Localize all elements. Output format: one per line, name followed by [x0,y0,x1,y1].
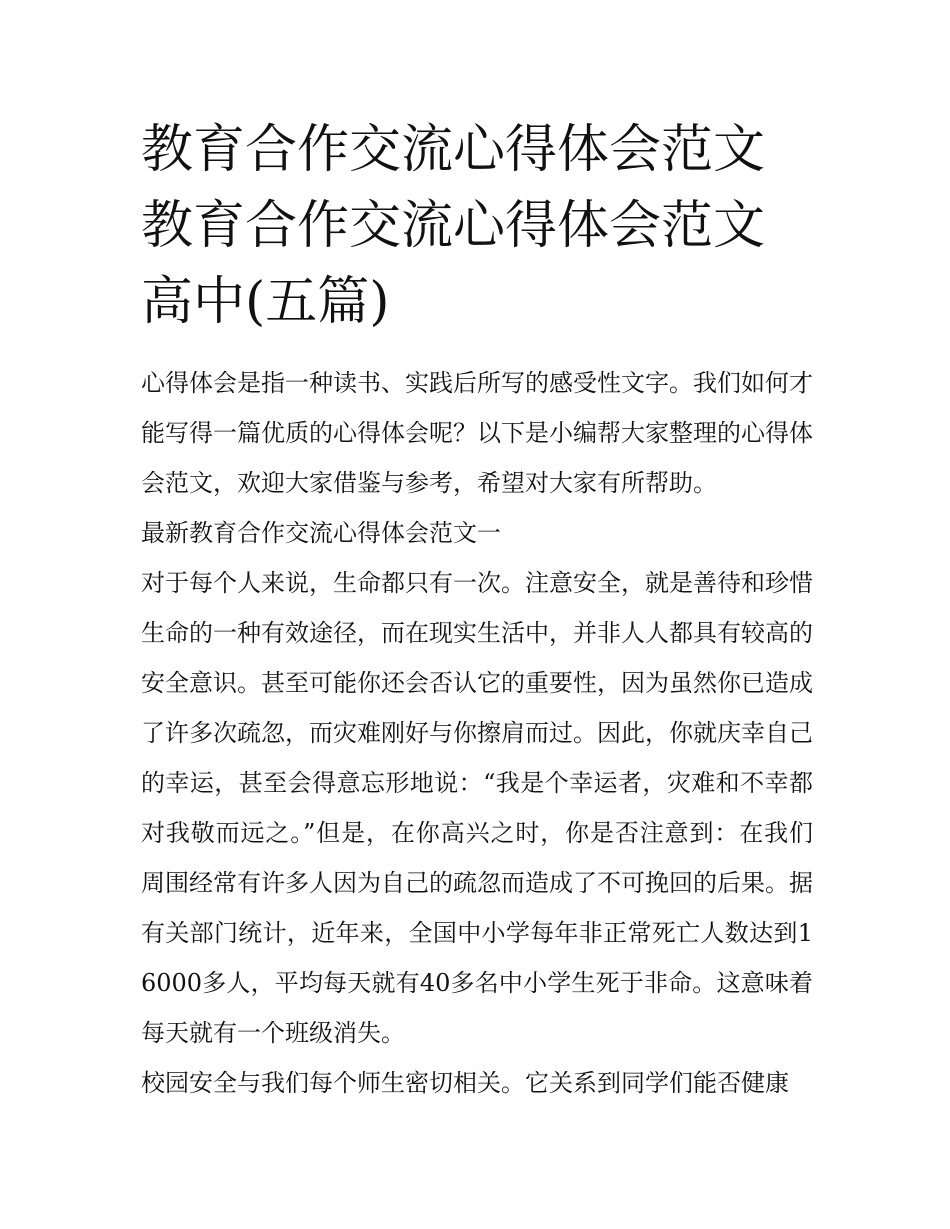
document-title: 教育合作交流心得体会范文 教育合作交流心得体会范文高中(五篇) [141,120,766,332]
document-content [141,112,813,1108]
section-heading: 最新教育合作交流心得体会范文一 [141,519,501,547]
body-paragraph-continued: 校园安全与我们每个师生密切相关。它关系到同学们能否健康 [141,1069,789,1097]
body-paragraph: 对于每个人来说，生命都只有一次。注意安全，就是善待和珍惜生命的一种有效途径，而在现实生活中，并非人人都具有较高的安全意识。甚至可能你还会否认它的重要性，因为虽然你已造成了许多次疏忽，而灾难刚好与你擦肩而过。因此，你就庆幸自己的幸运，甚至会得意忘形地说：“我是个幸运者，灾难和不幸都对我敬而远之。”但是，在你高兴之时，你是否注意到：在我们周围经常有许多人因为自己的疏忽而造成了不可挽回的后果。据有关部门统计，近年来，全国中小学每年非正常死亡人数达到16000多人，平均每天就有40多名中小学生死于非命。这意味着每天就有一个班级消失。 [141,569,813,1047]
intro-paragraph: 心得体会是指一种读书、实践后所写的感受性文字。我们如何才能写得一篇优质的心得体会呢？以下是小编帮大家整理的心得体会范文，欢迎大家借鉴与参考，希望对大家有所帮助。 [141,369,813,497]
